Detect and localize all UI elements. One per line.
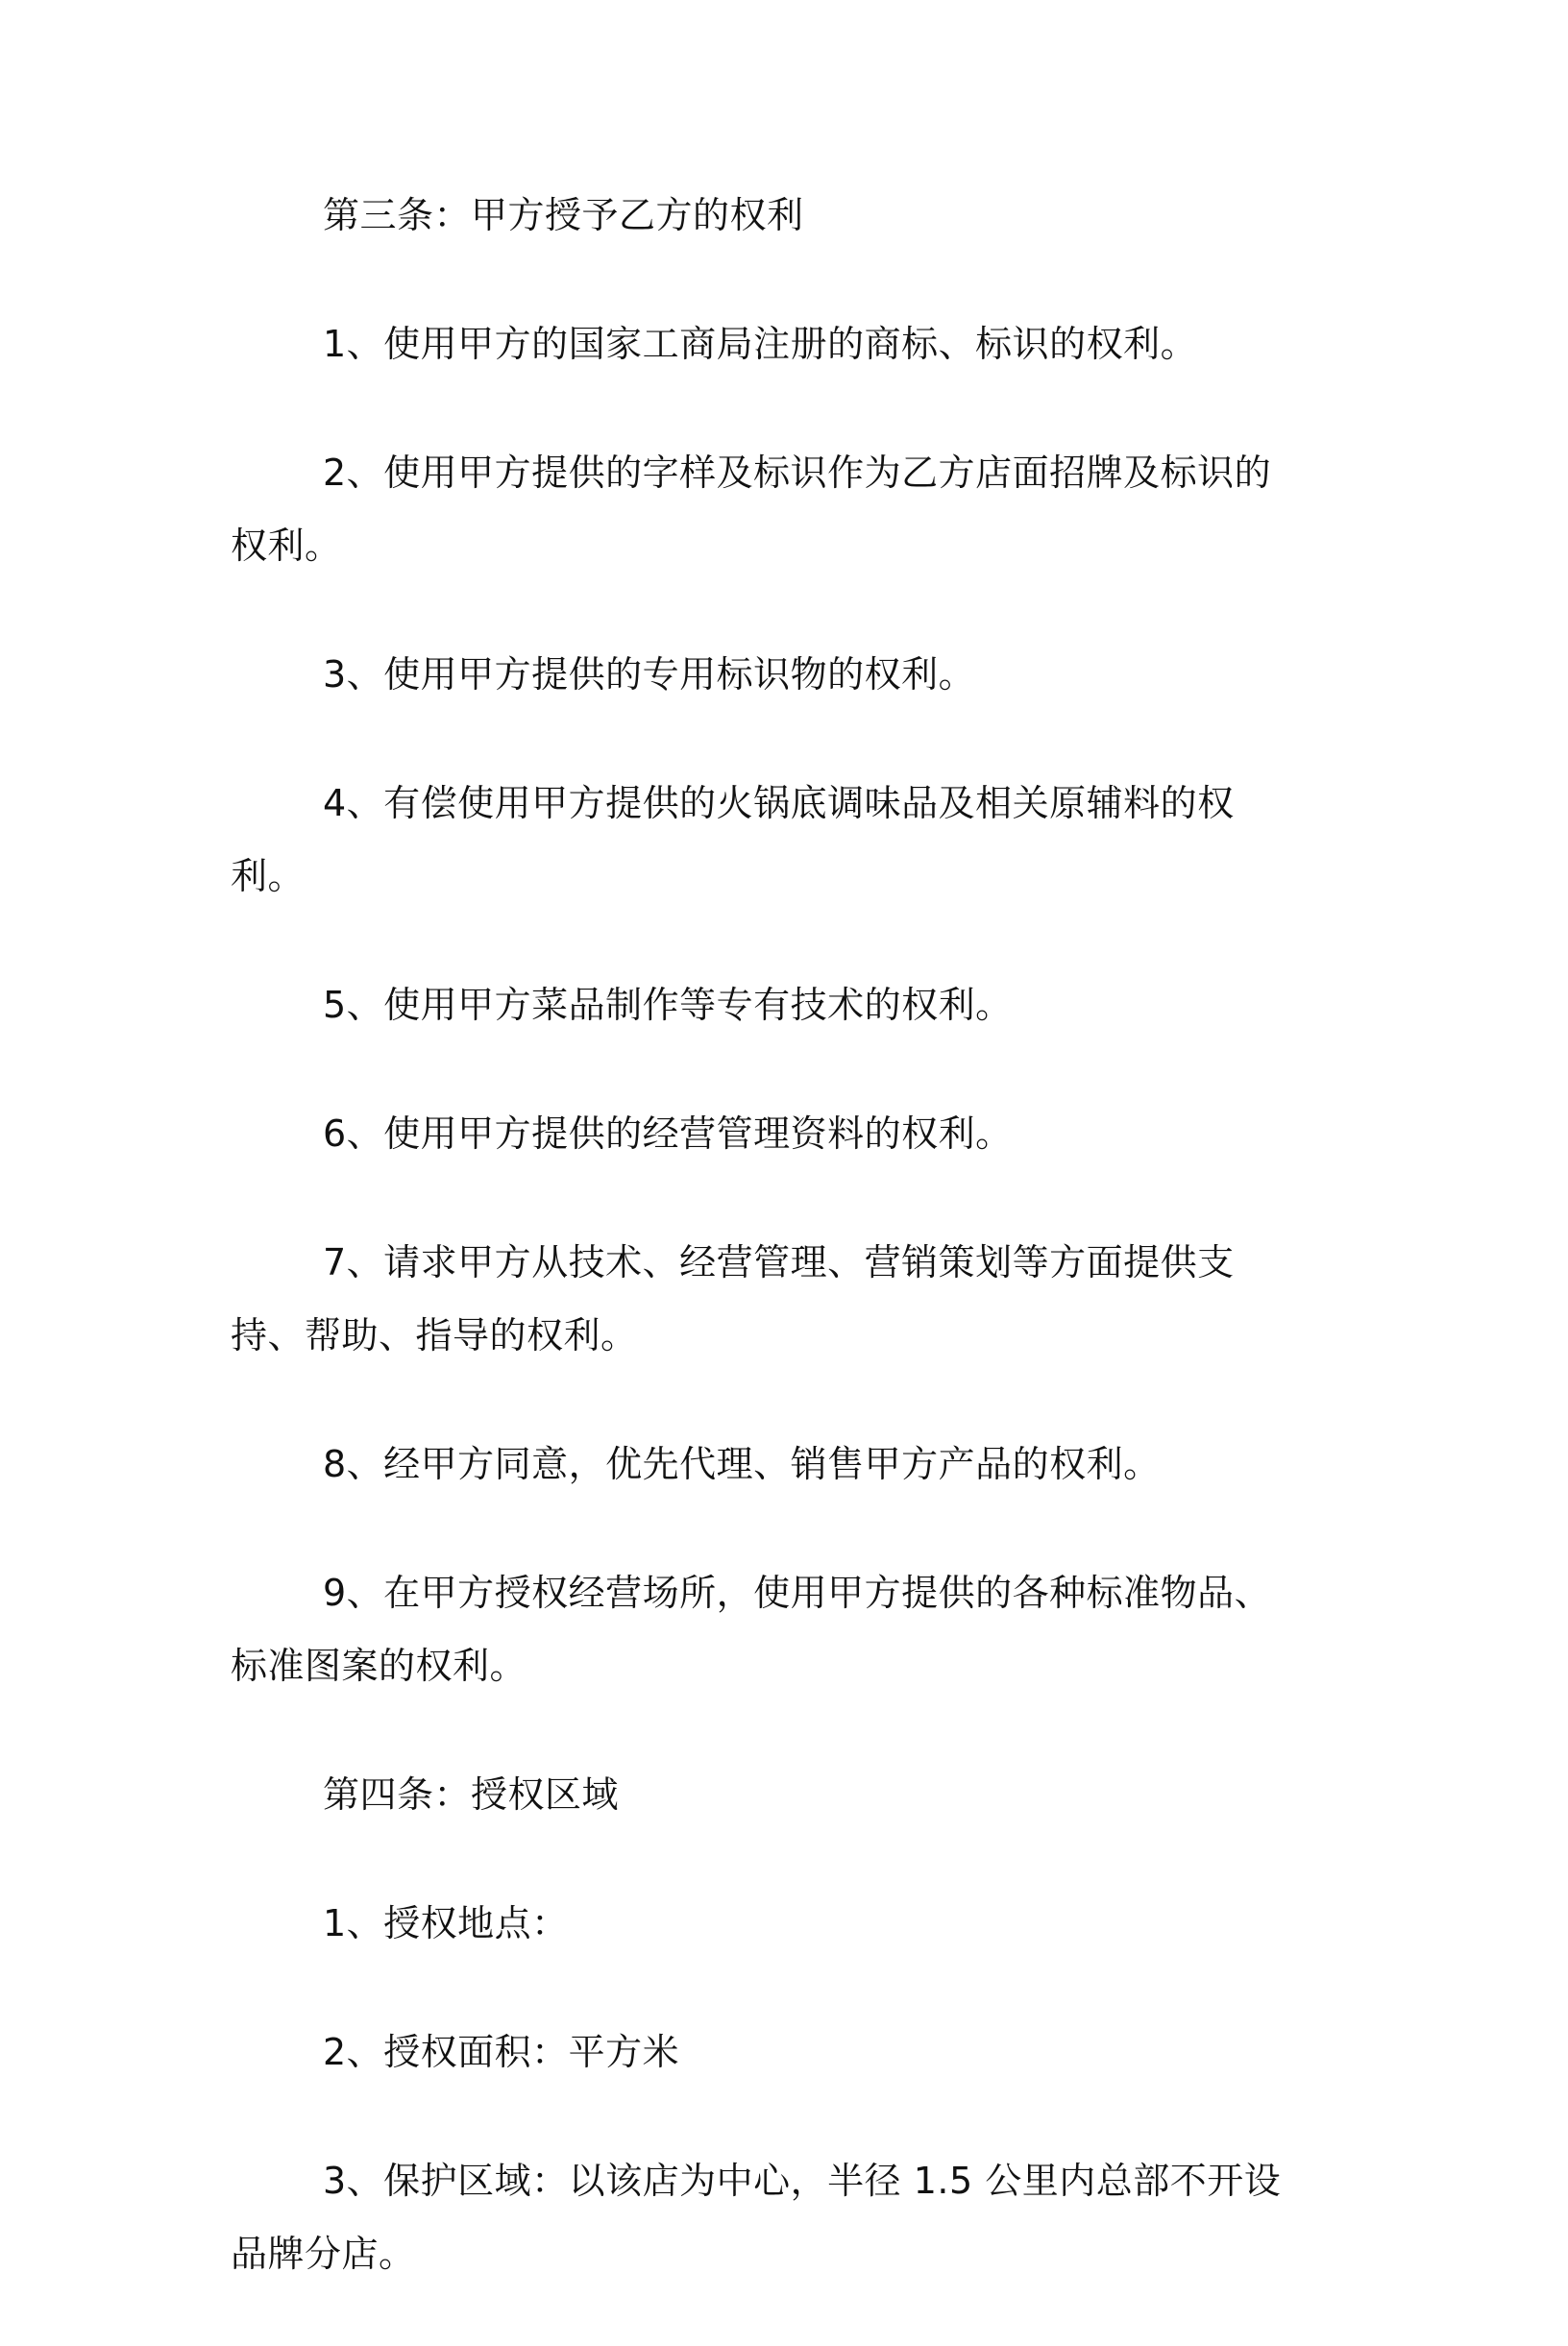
- section-4-item-1: 1、授权地点：: [323, 1902, 569, 1944]
- section-3-item-7: 7、请求甲方从技术、经营管理、营销策划等方面提供支持、帮助、指导的权利。: [231, 1241, 1235, 1356]
- section-3-item-2: 2、使用甲方提供的字样及标识作为乙方店面招牌及标识的权利。: [231, 452, 1272, 567]
- section-4-item-2: 2、授权面积：平方米: [323, 2031, 680, 2073]
- document-body: [231, 179, 1307, 2346]
- section-3-item-4: 4、有偿使用甲方提供的火锅底调味品及相关原辅料的权利。: [231, 782, 1235, 897]
- section-3-item-8: 8、经甲方同意，优先代理、销售甲方产品的权利。: [323, 1443, 1161, 1485]
- section-4-heading: 第四条：授权区域: [323, 1773, 620, 1816]
- section-3-item-5: 5、使用甲方菜品制作等专有技术的权利。: [323, 984, 1013, 1026]
- section-4-item-3: 3、保护区域：以该店为中心，半径 1.5 公里内总部不开设品牌分店。: [231, 2160, 1282, 2275]
- section-3-item-6: 6、使用甲方提供的经营管理资料的权利。: [323, 1112, 1013, 1155]
- section-3-heading: 第三条：甲方授予乙方的权利: [323, 194, 804, 236]
- section-3-item-3: 3、使用甲方提供的专用标识物的权利。: [323, 653, 976, 696]
- section-3-item-1: 1、使用甲方的国家工商局注册的商标、标识的权利。: [323, 323, 1198, 365]
- section-3-item-9: 9、在甲方授权经营场所，使用甲方提供的各种标准物品、标准图案的权利。: [231, 1572, 1272, 1687]
